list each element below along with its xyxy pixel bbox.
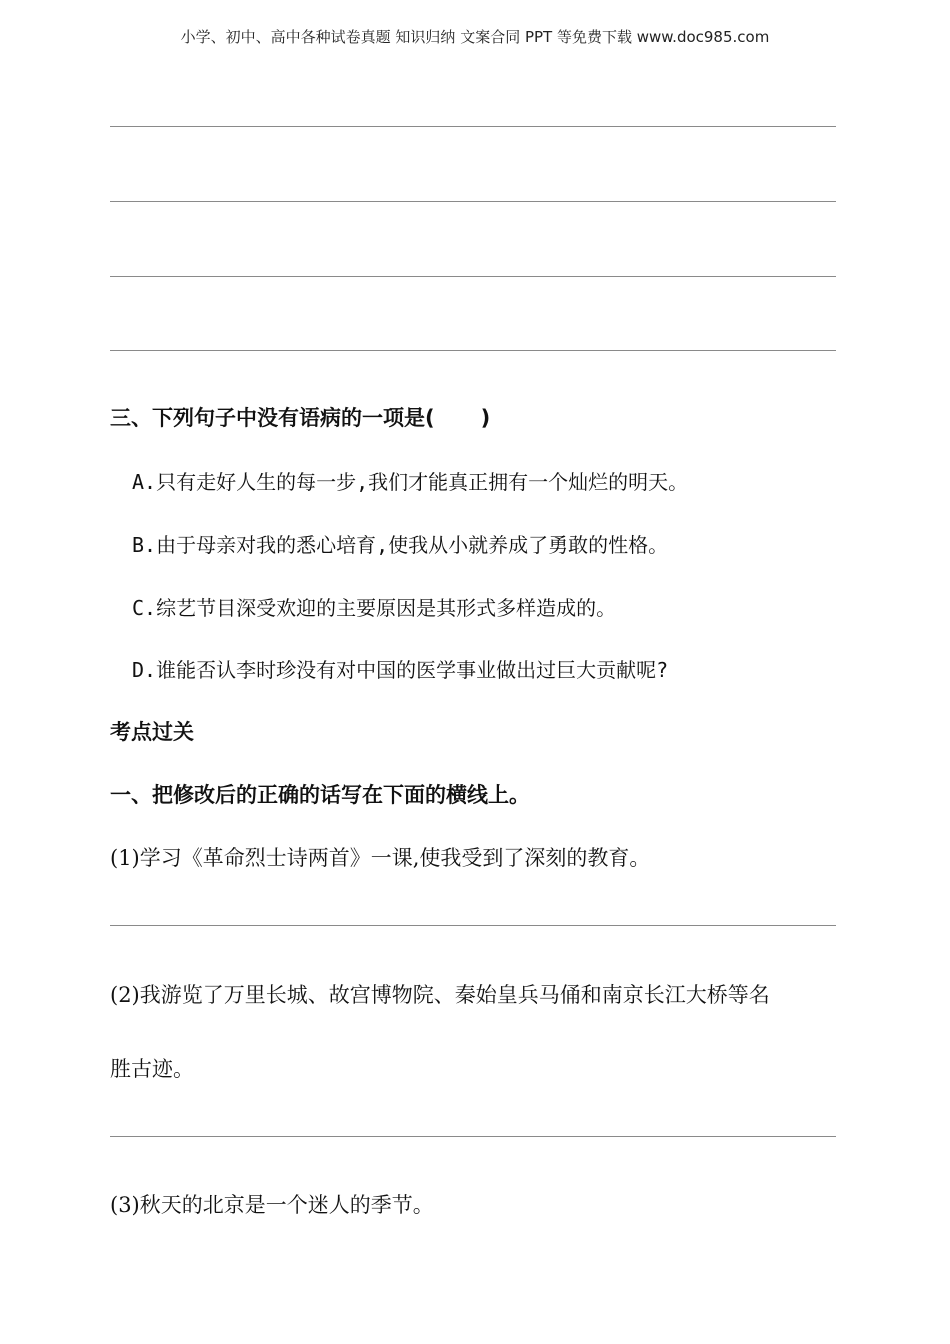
section-3-title-text: 三、下列句子中没有语病的一项是( — [110, 406, 435, 430]
item-3: (3)秋天的北京是一个迷人的季节。 — [110, 1193, 434, 1217]
option-d: D.谁能否认李时珍没有对中国的医学事业做出过巨大贡献呢? — [132, 658, 669, 682]
answer-line — [110, 126, 836, 127]
kaodian-title: 考点过关 — [110, 720, 194, 744]
answer-line — [110, 276, 836, 277]
answer-line — [110, 201, 836, 202]
option-b: B.由于母亲对我的悉心培育,使我从小就养成了勇敢的性格。 — [132, 533, 669, 557]
section-1-title: 一、把修改后的正确的话写在下面的横线上。 — [110, 783, 530, 807]
page-header: 小学、初中、高中各种试卷真题 知识归纳 文案合同 PPT 等免费下载 www.doc985.com — [180, 28, 770, 46]
section-3-title-close: ) — [480, 406, 491, 430]
item-2-line-1: (2)我游览了万里长城、故宫博物院、秦始皇兵马俑和南京长江大桥等名 — [110, 983, 770, 1007]
section-3-title — [110, 402, 490, 432]
answer-line — [110, 925, 836, 926]
item-1: (1)学习《革命烈士诗两首》一课,使我受到了深刻的教育。 — [110, 846, 651, 870]
answer-line — [110, 350, 836, 351]
option-c: C.综艺节目深受欢迎的主要原因是其形式多样造成的。 — [132, 596, 617, 620]
item-2-line-2: 胜古迹。 — [110, 1057, 194, 1081]
answer-line — [110, 1136, 836, 1137]
option-a: A.只有走好人生的每一步,我们才能真正拥有一个灿烂的明天。 — [132, 470, 689, 494]
